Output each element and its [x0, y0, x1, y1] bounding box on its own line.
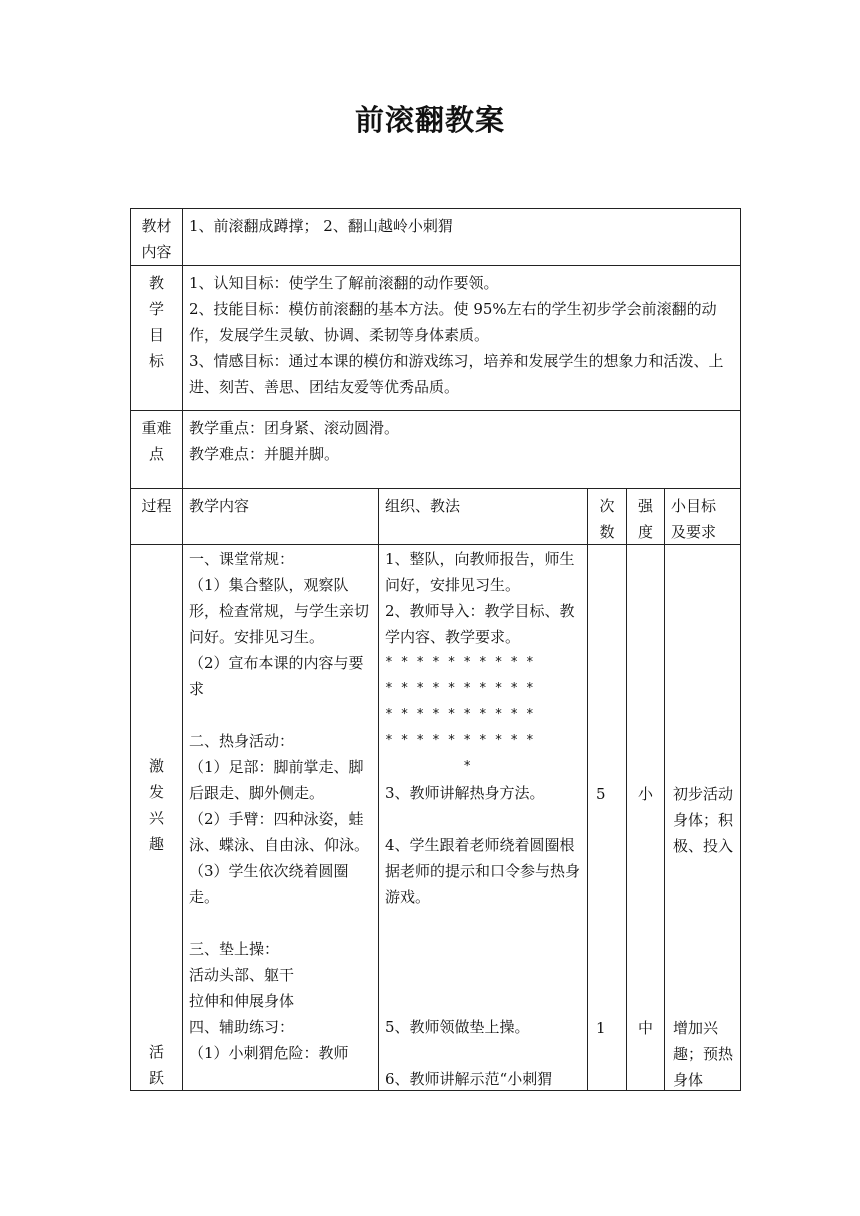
intensity-2: 中 — [638, 1019, 654, 1037]
row-headers — [130, 488, 741, 544]
method-part-c: 5、教师领做垫上操。 6、教师讲解示范“小刺猬 — [385, 1018, 553, 1088]
intensity-1: 小 — [638, 785, 654, 803]
times-2: 1 — [596, 1019, 606, 1037]
times-1: 5 — [596, 785, 606, 803]
label-key-points: 重难 点 — [141, 419, 172, 463]
formation-diagram: * * * * * * * * * * * * * * * * * * * * * * * * * * * * * * * * * * * * * * * * * — [385, 655, 534, 774]
header-process: 过程 — [141, 497, 172, 515]
page-title: 前滚翻教案 — [354, 103, 505, 137]
header-intensity: 强 度 — [626, 489, 664, 544]
header-goal: 小目标 及要求 — [664, 489, 740, 544]
key-points-content — [182, 411, 740, 488]
header-times: 次 数 — [587, 489, 626, 544]
key-point: 教学重点：团身紧、滚动圆滑。 — [189, 419, 400, 437]
stage-arouse-interest: 激 发 兴 趣 — [148, 757, 164, 853]
row-body — [130, 544, 741, 1091]
goals-content — [182, 266, 740, 410]
method-cell — [378, 545, 587, 1090]
goal-cognitive: 1、认知目标：使学生了解前滚翻的动作要领。 — [189, 274, 499, 292]
goal-cell — [664, 545, 740, 1090]
header-method: 组织、教法 — [378, 489, 587, 544]
stage-active: 活 跃 — [148, 1043, 164, 1087]
row-goals — [130, 265, 741, 410]
teaching-content: 一、课堂常规： （1）集合整队，观察队形，检查常规，与学生亲切问好。安排见习生。 （2）宣布本课的内容与要求 二、热身活动： （1）足部：脚前掌走、脚后跟走、脚外侧走。 （2）手臂：四种泳姿，蛙泳、蝶泳、自由泳、仰泳。 （3）学生依次绕着圆圈走。 三、垫上操： 活动头部、躯干 拉伸和伸展身体 四、辅助练习： （1）小刺猬危险：教师 — [182, 545, 378, 1090]
difficult-point: 教学难点：并腿并脚。 — [189, 445, 340, 463]
lesson-plan-table — [130, 208, 741, 1091]
goal-skill: 2、技能目标：模仿前滚翻的基本方法。使 95%左右的学生初步学会前滚翻的动作，发展学生灵敏、协调、柔韧等身体素质。 — [189, 300, 717, 344]
row-material — [130, 208, 741, 265]
header-content: 教学内容 — [182, 489, 378, 544]
label-material: 教材 内容 — [141, 217, 172, 261]
method-part-b: 3、教师讲解热身方法。 4、学生跟着老师绕着圆圈根据老师的提示和口令参与热身游戏。 — [385, 784, 581, 906]
goal-emotion: 3、情感目标：通过本课的模仿和游戏练习，培养和发展学生的想象力和活泼、上进、刻苦、善思、团结友爱等优秀品质。 — [189, 352, 724, 396]
row-key-points — [130, 410, 741, 488]
goal-2: 增加兴趣；预热身体 — [673, 1019, 734, 1089]
goal-1: 初步活动身体；积极、投入 — [673, 785, 734, 855]
method-part-a: 1、整队，向教师报告，师生问好，安排见习生。 2、教师导入：教学目标、教学内容、教学要求。 — [385, 550, 575, 646]
label-goals: 教 学 目 标 — [148, 274, 164, 370]
times-cell — [587, 545, 626, 1090]
intensity-cell — [626, 545, 664, 1090]
material-content: 1、前滚翻成蹲撑； 2、翻山越岭小刺猬 — [182, 209, 740, 265]
